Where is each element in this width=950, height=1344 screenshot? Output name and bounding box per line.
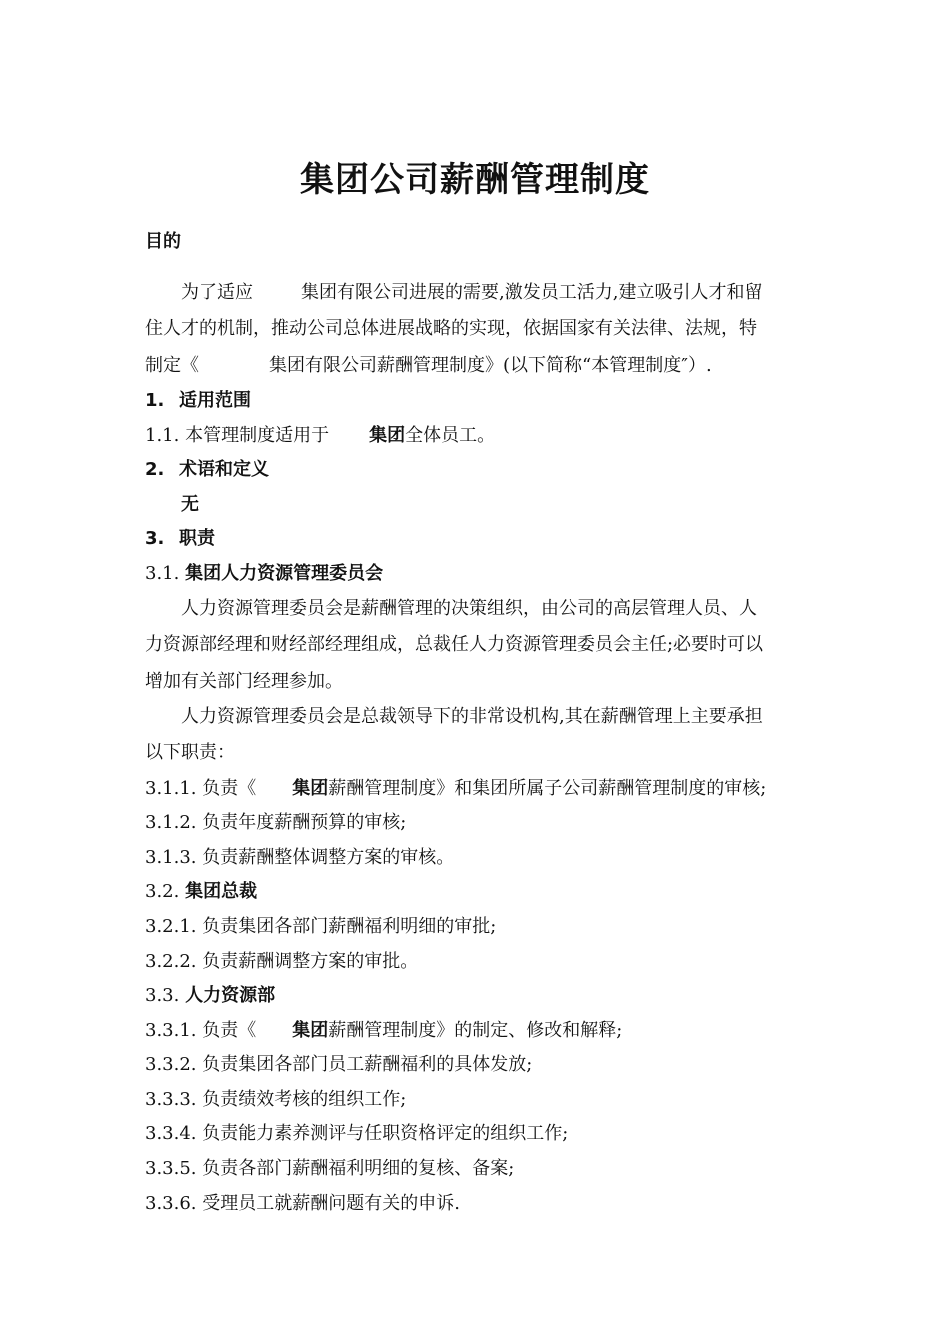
subsection-title: 集团人力资源管理委员会 bbox=[185, 563, 384, 584]
item-3-2-1 bbox=[145, 915, 496, 939]
item-text: 薪酬管理制度》和集团所属子公司薪酬管理制度的审核; bbox=[328, 778, 767, 799]
item-number: 3.3.4. bbox=[145, 1123, 197, 1144]
purpose-text: 集团有限公司薪酬管理制度》(以下简称“本管理制度″）. bbox=[269, 355, 712, 376]
item-text: 负责集团各部门员工薪酬福利的具体发放; bbox=[202, 1054, 533, 1075]
section-2-heading bbox=[145, 458, 269, 482]
item-1-1 bbox=[145, 424, 495, 448]
item-text-bold: 集团 bbox=[369, 425, 406, 446]
subsection-3-1-heading bbox=[145, 562, 383, 586]
item-number: 3.3.1. bbox=[145, 1020, 197, 1041]
item-number: 3.1.1. bbox=[145, 778, 197, 799]
item-number: 3.3.6. bbox=[145, 1193, 197, 1214]
paragraph-line: 人力资源管理委员会是总裁领导下的非常设机构,其在薪酬管理上主要承担 bbox=[181, 706, 763, 727]
subsection-title: 人力资源部 bbox=[185, 985, 276, 1006]
purpose-heading: 目的 bbox=[145, 231, 181, 252]
item-text-bold: 集团 bbox=[292, 1020, 329, 1041]
item-3-3-3 bbox=[145, 1088, 406, 1112]
item-3-3-4 bbox=[145, 1122, 568, 1146]
item-3-3-5 bbox=[145, 1157, 514, 1181]
document-title: 集团公司薪酬管理制度 bbox=[300, 160, 650, 200]
subsection-number: 3.1. bbox=[145, 563, 180, 584]
item-number: 3.3.5. bbox=[145, 1158, 197, 1179]
section-2-body: 无 bbox=[181, 494, 199, 515]
section-title: 术语和定义 bbox=[179, 459, 269, 480]
item-text: 负责薪酬整体调整方案的审核。 bbox=[202, 847, 455, 868]
item-text: 负责《 bbox=[202, 778, 257, 799]
item-number: 3.1.2. bbox=[145, 812, 197, 833]
item-text: 负责绩效考核的组织工作; bbox=[202, 1089, 407, 1110]
item-text: 受理员工就薪酬问题有关的申诉. bbox=[202, 1193, 460, 1214]
item-text: 全体员工。 bbox=[405, 425, 496, 446]
subsection-number: 3.3. bbox=[145, 985, 180, 1006]
purpose-line-3 bbox=[145, 354, 712, 378]
purpose-line-2: 住人才的机制，推动公司总体进展战略的实现，依据国家有关法律、法规，特 bbox=[145, 318, 757, 339]
paragraph-line: 人力资源管理委员会是薪酬管理的决策组织，由公司的高层管理人员、人 bbox=[181, 598, 757, 619]
paragraph-line: 力资源部经理和财经部经理组成，总裁任人力资源管理委员会主任;必要时可以 bbox=[145, 634, 764, 655]
subsection-3-2-heading bbox=[145, 880, 257, 904]
section-title: 职责 bbox=[179, 528, 215, 549]
item-text: 薪酬管理制度》的制定、修改和解释; bbox=[328, 1020, 623, 1041]
item-number: 3.2.2. bbox=[145, 951, 197, 972]
item-text: 负责年度薪酬预算的审核; bbox=[202, 812, 407, 833]
item-3-1-1 bbox=[145, 777, 766, 801]
section-3-heading bbox=[145, 527, 215, 551]
item-3-1-2 bbox=[145, 811, 406, 835]
purpose-line-1 bbox=[181, 281, 762, 305]
item-text: 负责能力素养测评与任职资格评定的组织工作; bbox=[202, 1123, 569, 1144]
item-number: 3.3.2. bbox=[145, 1054, 197, 1075]
section-number: 2. bbox=[145, 459, 165, 480]
item-text: 负责薪酬调整方案的审批。 bbox=[202, 951, 419, 972]
item-text: 负责集团各部门薪酬福利明细的审批; bbox=[202, 916, 497, 937]
item-3-3-1 bbox=[145, 1019, 622, 1043]
section-number: 3. bbox=[145, 528, 165, 549]
item-number: 1.1. bbox=[145, 425, 180, 446]
subsection-3-3-heading bbox=[145, 984, 275, 1008]
purpose-text: 集团有限公司进展的需要,激发员工活力,建立吸引人才和留 bbox=[301, 282, 763, 303]
item-number: 3.2.1. bbox=[145, 916, 197, 937]
item-3-1-3 bbox=[145, 846, 454, 870]
purpose-text: 为了适应 bbox=[181, 282, 253, 303]
item-3-3-2 bbox=[145, 1053, 532, 1077]
paragraph-line: 增加有关部门经理参加。 bbox=[145, 671, 343, 692]
item-number: 3.1.3. bbox=[145, 847, 197, 868]
item-3-3-6 bbox=[145, 1192, 460, 1216]
section-1-heading bbox=[145, 389, 251, 413]
item-text-bold: 集团 bbox=[292, 778, 329, 799]
paragraph-line: 以下职责： bbox=[145, 742, 235, 763]
item-text: 负责《 bbox=[202, 1020, 257, 1041]
subsection-number: 3.2. bbox=[145, 881, 180, 902]
item-number: 3.3.3. bbox=[145, 1089, 197, 1110]
item-3-2-2 bbox=[145, 950, 418, 974]
item-text: 本管理制度适用于 bbox=[185, 425, 330, 446]
subsection-title: 集团总裁 bbox=[185, 881, 258, 902]
item-text: 负责各部门薪酬福利明细的复核、备案; bbox=[202, 1158, 515, 1179]
section-number: 1. bbox=[145, 390, 165, 411]
purpose-text: 制定《 bbox=[145, 355, 199, 376]
section-title: 适用范围 bbox=[179, 390, 251, 411]
